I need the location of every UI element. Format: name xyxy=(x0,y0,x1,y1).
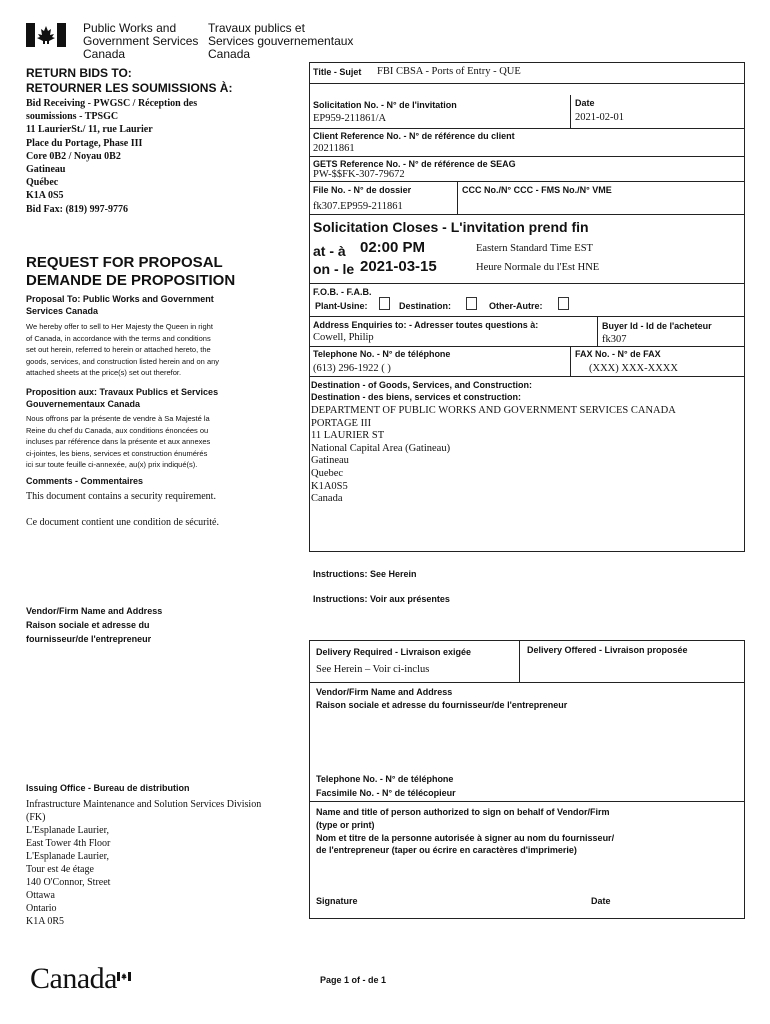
department-name-en: Public Works and Government Services Canada xyxy=(83,21,199,61)
plant-label: Plant-Usine: xyxy=(315,301,368,311)
canada-flag-icon xyxy=(26,23,66,47)
issuing-office-address: Infrastructure Maintenance and Solution Services Division (FK) L'Esplanade Laurier, East Tower 4th Floor L'Esplanade Laurier, Tour est 4e étage 140 O'Connor, Street Ottawa Ontario K1A 0R5 xyxy=(26,799,262,927)
date-label: Date xyxy=(575,98,595,108)
address-enquiries-label: Address Enquiries to: - Adresser toutes questions à: xyxy=(313,320,539,330)
closing-date: 2021-03-15 xyxy=(360,258,437,275)
canada-wordmark: Canada xyxy=(30,962,117,995)
vendor-left-label: Vendor/Firm Name and Address Raison sociale et adresse du fournisseur/de l'entrepreneur xyxy=(26,606,163,644)
rfp-title: REQUEST FOR PROPOSAL DEMANDE DE PROPOSITION xyxy=(26,254,236,289)
wordmark-flag-icon xyxy=(117,968,131,977)
offer-text-fr: Nous offrons par la présente de vendre à Sa Majesté la Reine du chef du Canada, aux conditions énoncées ou incluses par référence dans la présente et aux annexes ci-jointes, les biens, services et construction énumérés ici sur toute feuille ci-annexée, au(x) prix indiqué(s). xyxy=(26,414,211,469)
proposal-to-fr: Proposition aux: Travaux Publics et Services Gouvernementaux Canada xyxy=(26,387,219,409)
at-label: at - à xyxy=(313,243,346,259)
timezone-en: Eastern Standard Time EST xyxy=(476,243,593,254)
destination-goods-label: Destination - of Goods, Services, and Construction: Destination - des biens, services et construction: xyxy=(311,380,533,402)
timezone-fr: Heure Normale du l'Est HNE xyxy=(476,262,600,273)
telephone-value: (613) 296-1922 ( ) xyxy=(313,363,391,374)
gets-label: GETS Reference No. - N° de référence de SEAG xyxy=(313,159,516,169)
tel-fax-label: Telephone No. - N° de téléphone Facsimile No. - N° de télécopieur xyxy=(316,774,456,798)
closing-time: 02:00 PM xyxy=(360,239,426,256)
vendor-firm-label: Vendor/Firm Name and Address Raison sociale et adresse du fournisseur/de l'entrepreneur xyxy=(316,687,568,710)
signature-label: Signature xyxy=(316,896,358,906)
other-checkbox[interactable] xyxy=(558,297,569,310)
ccc-label: CCC No./N° CCC - FMS No./N° VME xyxy=(462,185,612,195)
title-label: Title - Sujet xyxy=(313,67,362,77)
delivery-required-value: See Herein – Voir ci-inclus xyxy=(316,664,430,675)
title-value: FBI CBSA - Ports of Entry - QUE xyxy=(377,66,521,77)
solicitation-closes-label: Solicitation Closes - L'invitation prend fin xyxy=(313,219,589,235)
plant-checkbox[interactable] xyxy=(379,297,390,310)
fax-label: FAX No. - N° de FAX xyxy=(575,349,661,359)
file-label: File No. - N° de dossier xyxy=(313,185,412,195)
file-value: fk307.EP959-211861 xyxy=(313,201,403,212)
issuing-office-label: Issuing Office - Bureau de distribution xyxy=(26,783,190,793)
buyer-id-label: Buyer Id - Id de l'acheteur xyxy=(602,321,712,331)
instructions-en: Instructions: See Herein xyxy=(313,569,417,579)
solicitation-value: EP959-211861/A xyxy=(313,113,387,124)
signature-date-label: Date xyxy=(591,896,611,906)
date-value: 2021-02-01 xyxy=(575,112,624,123)
fob-label: F.O.B. - F.A.B. xyxy=(313,287,372,297)
instructions-fr: Instructions: Voir aux présentes xyxy=(313,594,450,604)
offer-text-en: We hereby offer to sell to Her Majesty the Queen in right of Canada, in accordance with the terms and conditions set out herein, referred to herein or attached hereto, the goods, services, and construction listed herein and on any attached sheets at the price(s) set out therefor. xyxy=(26,322,220,377)
other-label: Other-Autre: xyxy=(489,301,543,311)
destination-checkbox[interactable] xyxy=(466,297,477,310)
comment-fr: Ce document contient une condition de sécurité. xyxy=(26,517,219,528)
solicitation-label: Solicitation No. - N° de l'invitation xyxy=(313,100,457,110)
fax-value: (XXX) XXX-XXXX xyxy=(589,363,678,374)
address-enquiries-value: Cowell, Philip xyxy=(313,332,374,343)
client-ref-label: Client Reference No. - N° de référence du client xyxy=(313,131,515,141)
on-label: on - le xyxy=(313,261,355,277)
authorized-person-label: Name and title of person authorized to sign on behalf of Vendor/Firm (type or print) Nom et titre de la personne autorisée à signer au nom du fournisseur/ de l'entrepreneur (taper ou écrire en caractères d'imprimerie) xyxy=(316,807,615,856)
destination-fob-label: Destination: xyxy=(399,301,452,311)
destination-address: DEPARTMENT OF PUBLIC WORKS AND GOVERNMENT SERVICES CANADA PORTAGE III 11 LAURIER ST National Capital Area (Gatineau) Gatineau Quebec K1A0S5 Canada xyxy=(311,405,676,505)
page-number: Page 1 of - de 1 xyxy=(320,975,387,985)
client-ref-value: 20211861 xyxy=(313,143,355,154)
proposal-to-en: Proposal To: Public Works and Government Services Canada xyxy=(26,294,214,316)
comment-en: This document contains a security requirement. xyxy=(26,491,216,502)
return-bids-address: Bid Receiving - PWGSC / Réception des soumissions - TPSGC 11 LaurierSt./ 11, rue Laurier Place du Portage, Phase III Core 0B2 / Noyau 0B2 Gatineau Québec K1A 0S5 Bid Fax: (819) 997-9776 xyxy=(26,98,198,215)
buyer-id-value: fk307 xyxy=(602,334,627,345)
return-bids-title: RETURN BIDS TO: RETOURNER LES SOUMISSIONS À: xyxy=(26,66,233,95)
department-name-fr: Travaux publics et Services gouvernementaux Canada xyxy=(208,21,354,61)
delivery-required-label: Delivery Required - Livraison exigée xyxy=(316,647,472,657)
telephone-label: Telephone No. - N° de téléphone xyxy=(313,349,451,359)
gets-value: PW-$$FK-307-79672 xyxy=(313,169,405,180)
comments-label: Comments - Commentaires xyxy=(26,476,144,486)
delivery-offered-label: Delivery Offered - Livraison proposée xyxy=(527,645,688,655)
